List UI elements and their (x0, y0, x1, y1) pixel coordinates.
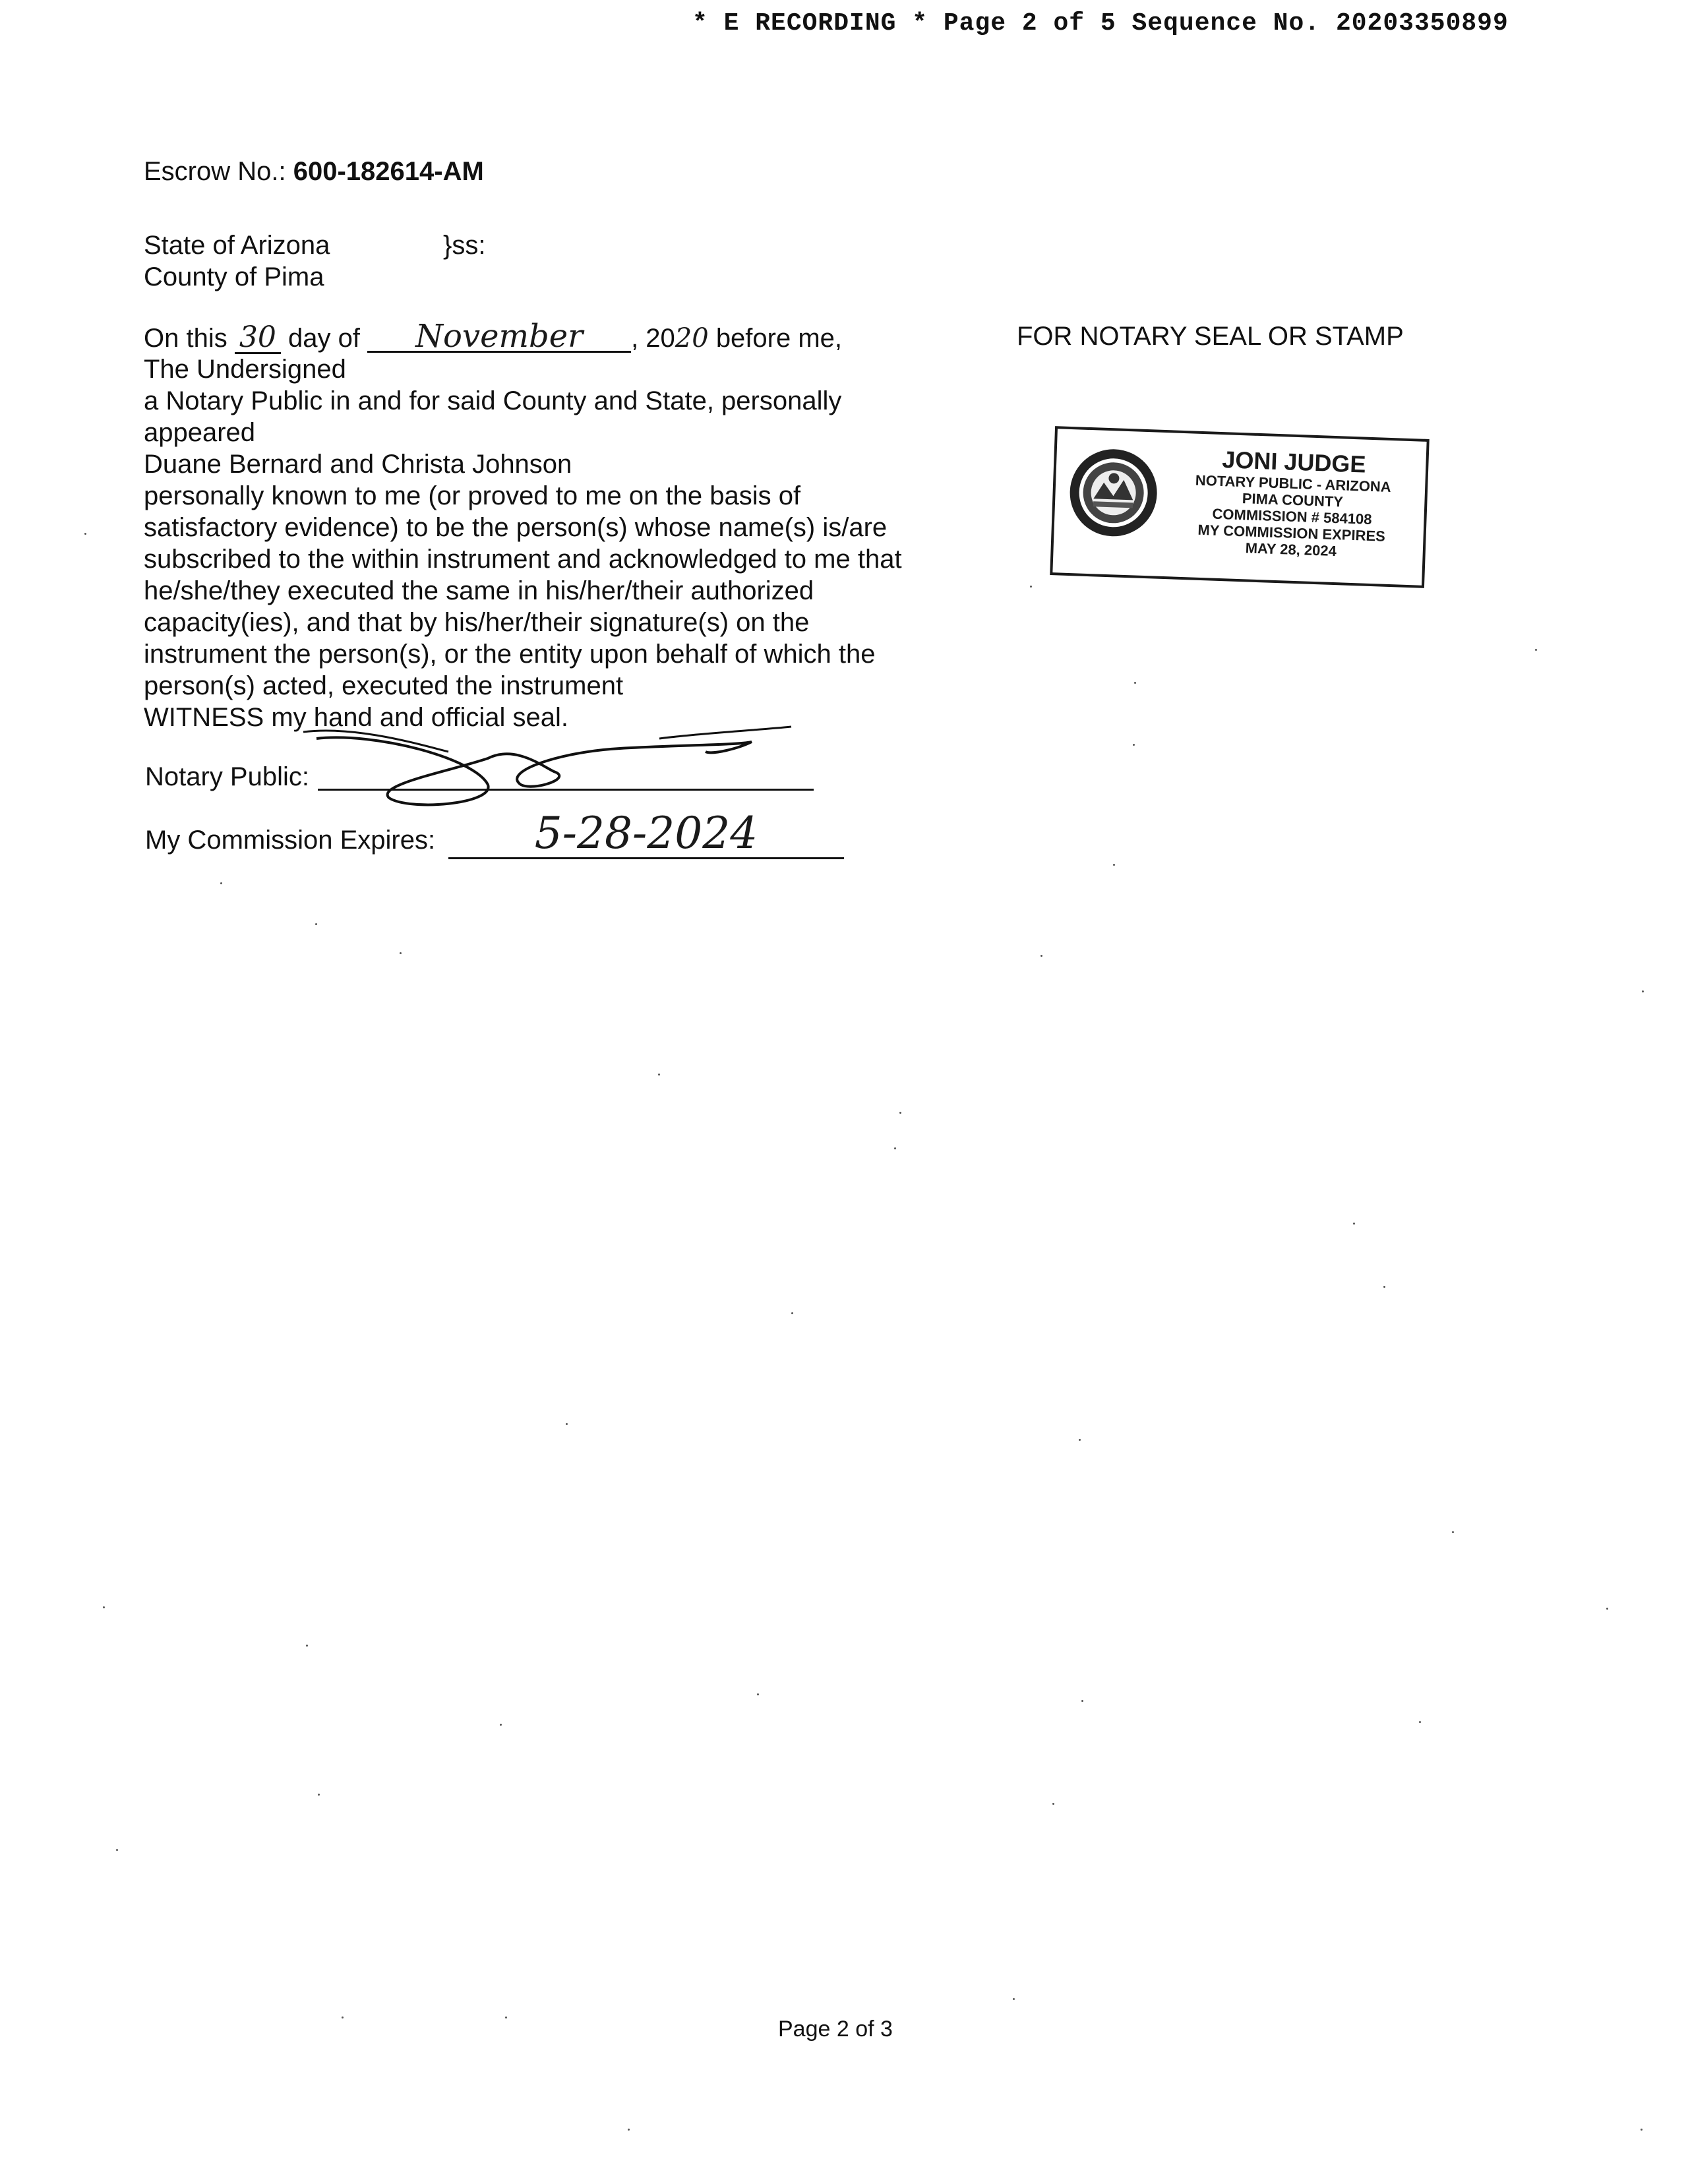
stamp-line: COMMISSION # 584108 (1212, 505, 1372, 528)
ack-line: capacity(ies), and that by his/her/their signature(s) on the (144, 608, 810, 637)
signer-names: Duane Bernard and Christa Johnson (144, 450, 572, 479)
state-label: State of Arizona (144, 231, 330, 260)
ack-line: satisfactory evidence) to be the person(s) whose name(s) is/are (144, 513, 888, 542)
commission-expires-handwritten: 5-28-2024 (448, 810, 844, 859)
ack-line: a Notary Public in and for said County and State, personally (144, 386, 842, 415)
witness-line: WITNESS my hand and official seal. (144, 703, 568, 732)
day-of-text: day of (287, 324, 360, 353)
stamp-line: PIMA COUNTY (1242, 490, 1344, 510)
ack-line: instrument the person(s), or the entity upon behalf of which the (144, 640, 876, 669)
recording-header: * E RECORDING * Page 2 of 5 Sequence No. 20203350899 (692, 9, 1509, 38)
arizona-seal-icon (1066, 445, 1161, 541)
stamp-name: JONI JUDGE (1221, 446, 1367, 478)
page-footer: Page 2 of 3 (778, 2017, 893, 2042)
ack-line: personally known to me (or proved to me on the basis of (144, 481, 801, 510)
before-me-text: before me, (715, 324, 843, 353)
ss-label: }ss: (443, 231, 486, 260)
day-handwritten: 30 (235, 323, 281, 354)
notary-public-label: Notary Public: (145, 762, 309, 791)
ack-line: The Undersigned (144, 355, 346, 384)
ack-line: subscribed to the within instrument and acknowledged to me that (144, 545, 902, 574)
notary-signature (277, 719, 804, 818)
stamp-line: MAY 28, 2024 (1245, 539, 1337, 560)
escrow-label: Escrow No.: (144, 157, 286, 186)
notary-stamp (1050, 426, 1430, 588)
acknowledgment-date-line (144, 318, 843, 355)
ack-line: he/she/they executed the same in his/her/their authorized (144, 576, 814, 605)
stamp-text (1165, 444, 1420, 562)
acknowledgment-body (144, 353, 975, 733)
year-prefix-text: , 20 (631, 324, 675, 353)
stamp-line: MY COMMISSION EXPIRES (1197, 521, 1386, 545)
stamp-line: NOTARY PUBLIC - ARIZONA (1195, 471, 1392, 495)
escrow-number: 600-182614-AM (293, 157, 484, 186)
seal-area-label: FOR NOTARY SEAL OR STAMP (1017, 322, 1404, 351)
escrow-line (144, 156, 484, 187)
county-label: County of Pima (144, 262, 324, 291)
month-handwritten: November (367, 322, 631, 353)
ack-line: person(s) acted, executed the instrument (144, 671, 624, 700)
on-this-text: On this (144, 324, 227, 353)
year-handwritten: 20 (675, 323, 709, 353)
ack-line: appeared (144, 418, 256, 447)
commission-expires-label: My Commission Expires: (145, 826, 436, 855)
